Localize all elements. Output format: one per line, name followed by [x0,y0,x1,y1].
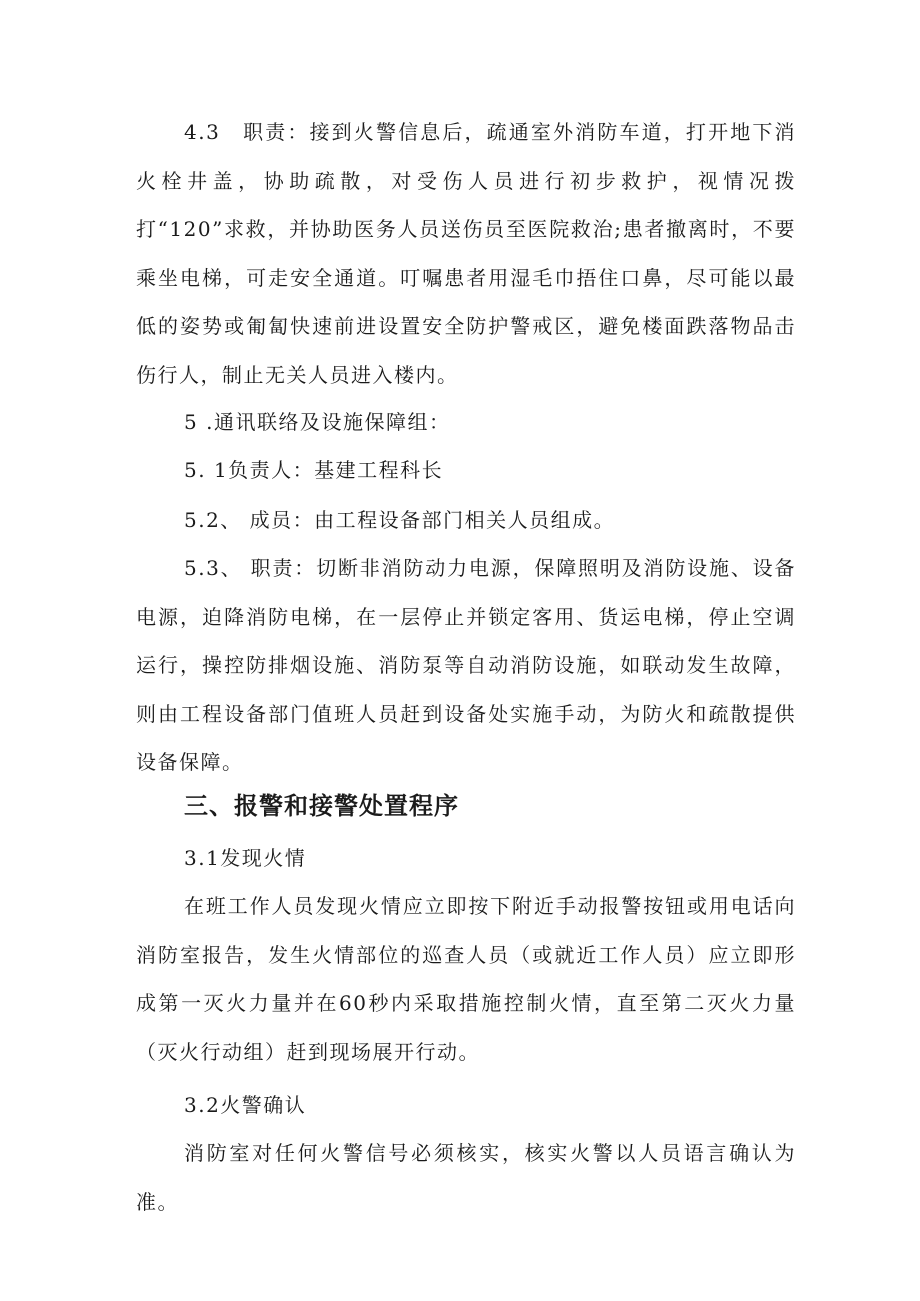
item-5-1-person-in-charge: 5. 1负责人：基建工程科长 [184,458,444,482]
item-5-communication-group: 5 .通讯联络及设施保障组： [184,410,451,434]
paragraph-4-3-duties: 4.3 职责：接到火警信息后，疏通室外消防车道，打开地下消火栓井盖，协助疏散，对受伤人员进行初步救护，视情况拨打“120”求救，并协助医务人员送伤员至医院救治;患者撤离时，不要乘坐电梯，可走安全通道。叮嘱患者用湿毛巾捂住口鼻，尽可能以最低的姿势或匍匐快速前进设置安全防护警戒区，避免楼面跌落物品击伤行人，制止无关人员进入楼内。 [136,120,796,387]
paragraph-3-2-body: 消防室对任何火警信号必须核实，核实火警以人员语言确认为准。 [136,1141,796,1214]
item-5-2-members: 5.2、 成员：由工程设备部门相关人员组成。 [184,508,616,532]
item-3-2-fire-confirmation: 3.2火警确认 [184,1093,307,1117]
paragraph-3-1-body: 在班工作人员发现火情应立即按下附近手动报警按钮或用电话向消防室报告，发生火情部位的巡查人员（或就近工作人员）应立即形成第一灭火力量并在60秒内采取措施控制火情，直至第二灭火力量（灭火行动组）赶到现场展开行动。 [136,894,796,1064]
paragraph-5-3-duties: 5.3、 职责：切断非消防动力电源，保障照明及消防设施、设备电源，迫降消防电梯，在一层停止并锁定客用、货运电梯，停止空调运行，操控防排烟设施、消防泵等自动消防设施，如联动发生故障，则由工程设备部门值班人员赶到设备处实施手动，为防火和疏散提供设备保障。 [136,556,796,774]
item-3-1-fire-discovery: 3.1发现火情 [184,846,307,870]
section-heading-alarm-procedure: 三、报警和接警处置程序 [184,792,459,820]
